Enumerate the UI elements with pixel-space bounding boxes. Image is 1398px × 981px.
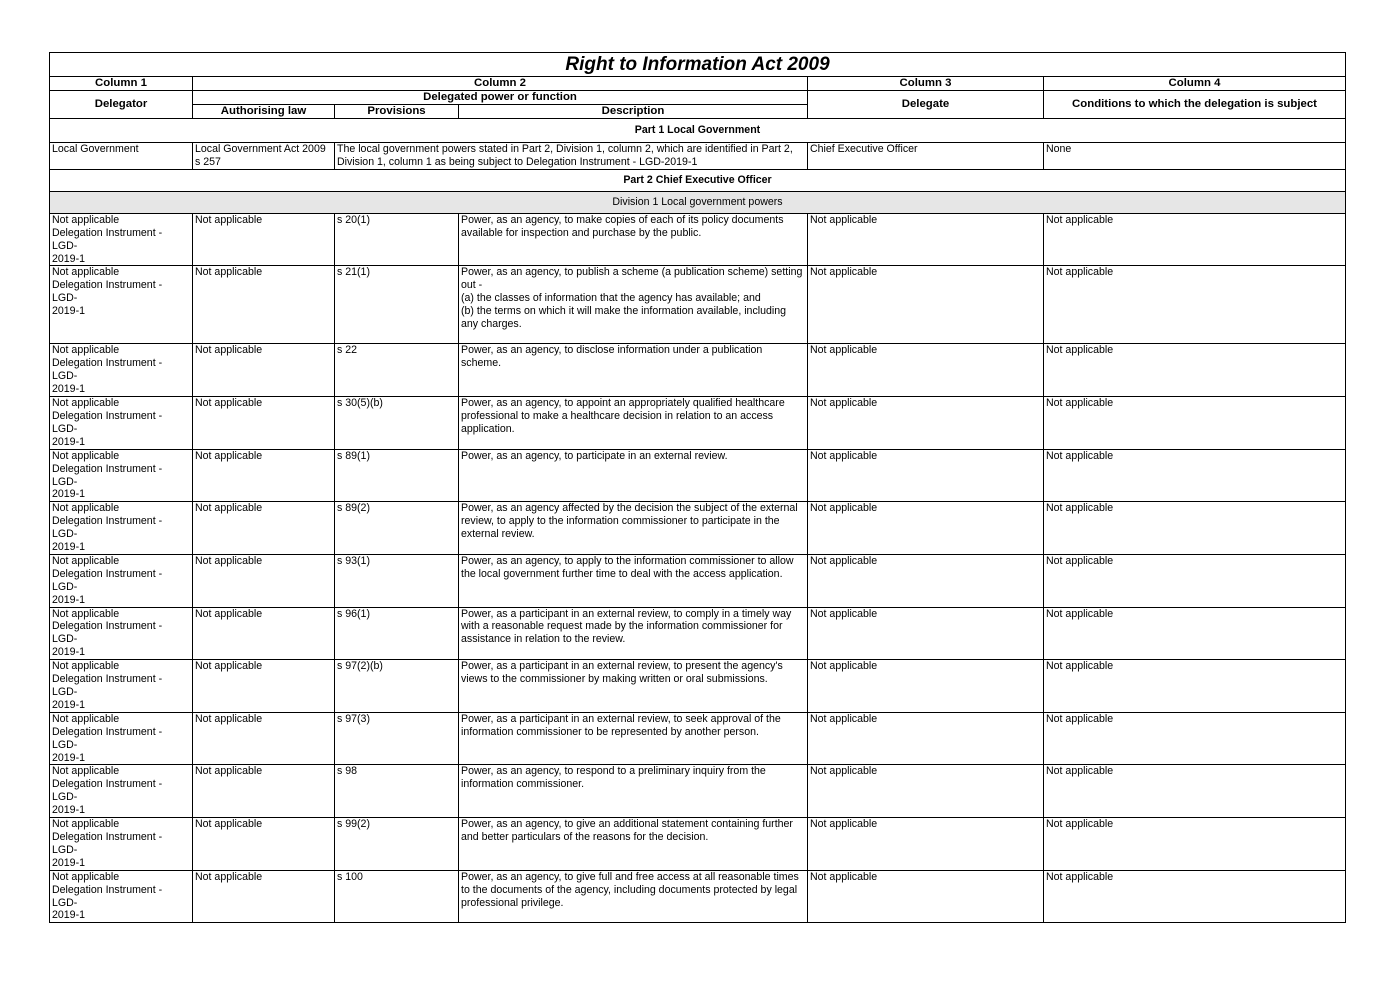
- row-conditions: Not applicable: [1044, 266, 1346, 344]
- row-delegate: Not applicable: [808, 344, 1044, 397]
- row-delegator: Not applicable Delegation Instrument - LGD- 2019-1: [50, 712, 193, 765]
- row-conditions: Not applicable: [1044, 554, 1346, 607]
- row-authorising-law: Not applicable: [193, 213, 335, 266]
- table-row: [50, 607, 1346, 660]
- row-conditions: Not applicable: [1044, 660, 1346, 713]
- part-1-delegator: Local Government: [50, 143, 193, 170]
- row-conditions: Not applicable: [1044, 397, 1346, 450]
- row-delegate: Not applicable: [808, 449, 1044, 502]
- row-description: Power, as a participant in an external review, to seek approval of the information commissioner to be represented by another person.: [459, 712, 808, 765]
- row-delegate: Not applicable: [808, 502, 1044, 555]
- column-3-header: Column 3: [808, 77, 1044, 91]
- row-authorising-law: Not applicable: [193, 765, 335, 818]
- row-description: Power, as an agency affected by the decision the subject of the external review, to apply to the information commissioner to participate in the external review.: [459, 502, 808, 555]
- row-provision: s 98: [335, 765, 459, 818]
- row-provision: s 89(2): [335, 502, 459, 555]
- row-conditions: Not applicable: [1044, 502, 1346, 555]
- row-delegator: Not applicable Delegation Instrument - LGD- 2019-1: [50, 266, 193, 344]
- row-description: Power, as an agency, to give full and free access at all reasonable times to the documents of the agency, including documents protected by legal professional privilege.: [459, 870, 808, 923]
- table-row: [50, 712, 1346, 765]
- row-delegator: Not applicable Delegation Instrument - LGD- 2019-1: [50, 449, 193, 502]
- table-row: [50, 660, 1346, 713]
- row-delegate: Not applicable: [808, 765, 1044, 818]
- row-delegator: Not applicable Delegation Instrument - LGD- 2019-1: [50, 870, 193, 923]
- row-delegator: Not applicable Delegation Instrument - LGD- 2019-1: [50, 397, 193, 450]
- row-authorising-law: Not applicable: [193, 818, 335, 871]
- row-delegate: Not applicable: [808, 712, 1044, 765]
- division-1-heading: Division 1 Local government powers: [50, 191, 1346, 213]
- row-provision: s 97(2)(b): [335, 660, 459, 713]
- provisions-header: Provisions: [335, 105, 459, 119]
- row-delegator: Not applicable Delegation Instrument - LGD- 2019-1: [50, 554, 193, 607]
- row-authorising-law: Not applicable: [193, 266, 335, 344]
- row-provision: s 97(3): [335, 712, 459, 765]
- description-header: Description: [459, 105, 808, 119]
- row-provision: s 89(1): [335, 449, 459, 502]
- row-delegate: Not applicable: [808, 660, 1044, 713]
- table-row: [50, 554, 1346, 607]
- row-description: Power, as an agency, to give an additional statement containing further and better particulars of the reasons for the decision.: [459, 818, 808, 871]
- row-description: Power, as an agency, to disclose information under a publication scheme.: [459, 344, 808, 397]
- row-authorising-law: Not applicable: [193, 449, 335, 502]
- table-row: [50, 397, 1346, 450]
- row-provision: s 21(1): [335, 266, 459, 344]
- row-provision: s 93(1): [335, 554, 459, 607]
- row-provision: s 22: [335, 344, 459, 397]
- column-1-header: Column 1: [50, 77, 193, 91]
- row-description: Power, as an agency, to apply to the information commissioner to allow the local government further time to deal with the access application.: [459, 554, 808, 607]
- row-delegator: Not applicable Delegation Instrument - LGD- 2019-1: [50, 765, 193, 818]
- row-description: Power, as an agency, to publish a scheme (a publication scheme) setting out - (a) the classes of information that the agency has available; and (b) the terms on which it will make the information available, including any charges.: [459, 266, 808, 344]
- row-delegator: Not applicable Delegation Instrument - LGD- 2019-1: [50, 213, 193, 266]
- part-2-heading: Part 2 Chief Executive Officer: [50, 169, 1346, 191]
- row-authorising-law: Not applicable: [193, 712, 335, 765]
- delegated-power-header: Delegated power or function: [193, 91, 808, 105]
- row-delegate: Not applicable: [808, 554, 1044, 607]
- table-row: [50, 266, 1346, 344]
- document-title: Right to Information Act 2009: [50, 53, 1346, 77]
- table-row: [50, 818, 1346, 871]
- row-description: Power, as an agency, to respond to a preliminary inquiry from the information commissioner.: [459, 765, 808, 818]
- row-conditions: Not applicable: [1044, 213, 1346, 266]
- row-delegate: Not applicable: [808, 397, 1044, 450]
- row-provision: s 99(2): [335, 818, 459, 871]
- row-provision: s 20(1): [335, 213, 459, 266]
- row-provision: s 100: [335, 870, 459, 923]
- row-provision: s 30(5)(b): [335, 397, 459, 450]
- row-delegate: Not applicable: [808, 818, 1044, 871]
- row-authorising-law: Not applicable: [193, 502, 335, 555]
- part-1-heading: Part 1 Local Government: [50, 119, 1346, 143]
- row-conditions: Not applicable: [1044, 765, 1346, 818]
- delegation-table: [49, 52, 1346, 923]
- row-description: Power, as a participant in an external review, to comply in a timely way with a reasonable request made by the information commissioner for assistance in relation to the review.: [459, 607, 808, 660]
- row-conditions: Not applicable: [1044, 449, 1346, 502]
- table-row: [50, 502, 1346, 555]
- part-1-description: The local government powers stated in Part 2, Division 1, column 2, which are identified in Part 2, Division 1, column 1 as being subject to Delegation Instrument - LGD-2019-1: [335, 143, 808, 170]
- part-1-delegate: Chief Executive Officer: [808, 143, 1044, 170]
- row-authorising-law: Not applicable: [193, 607, 335, 660]
- row-conditions: Not applicable: [1044, 870, 1346, 923]
- table-row: [50, 870, 1346, 923]
- authorising-law-header: Authorising law: [193, 105, 335, 119]
- delegator-header: Delegator: [50, 91, 193, 119]
- row-conditions: Not applicable: [1044, 344, 1346, 397]
- row-authorising-law: Not applicable: [193, 344, 335, 397]
- part-1-conditions: None: [1044, 143, 1346, 170]
- row-delegate: Not applicable: [808, 266, 1044, 344]
- conditions-header: Conditions to which the delegation is subject: [1044, 91, 1346, 119]
- row-conditions: Not applicable: [1044, 607, 1346, 660]
- row-authorising-law: Not applicable: [193, 397, 335, 450]
- row-delegator: Not applicable Delegation Instrument - LGD- 2019-1: [50, 818, 193, 871]
- row-authorising-law: Not applicable: [193, 554, 335, 607]
- row-description: Power, as an agency, to appoint an appropriately qualified healthcare professional to make a healthcare decision in relation to an access application.: [459, 397, 808, 450]
- row-delegator: Not applicable Delegation Instrument - LGD- 2019-1: [50, 607, 193, 660]
- part-1-authorising-law: Local Government Act 2009 s 257: [193, 143, 335, 170]
- row-description: Power, as an agency, to participate in an external review.: [459, 449, 808, 502]
- table-row: [50, 765, 1346, 818]
- table-row: [50, 449, 1346, 502]
- row-delegator: Not applicable Delegation Instrument - LGD- 2019-1: [50, 660, 193, 713]
- row-conditions: Not applicable: [1044, 818, 1346, 871]
- column-2-header: Column 2: [193, 77, 808, 91]
- row-description: Power, as an agency, to make copies of each of its policy documents available for inspection and purchase by the public.: [459, 213, 808, 266]
- row-authorising-law: Not applicable: [193, 870, 335, 923]
- row-authorising-law: Not applicable: [193, 660, 335, 713]
- row-delegate: Not applicable: [808, 607, 1044, 660]
- row-provision: s 96(1): [335, 607, 459, 660]
- delegate-header: Delegate: [808, 91, 1044, 119]
- row-description: Power, as a participant in an external review, to present the agency's views to the commissioner by making written or oral submissions.: [459, 660, 808, 713]
- table-row: [50, 213, 1346, 266]
- table-row: [50, 344, 1346, 397]
- row-delegator: Not applicable Delegation Instrument - LGD- 2019-1: [50, 344, 193, 397]
- row-delegate: Not applicable: [808, 213, 1044, 266]
- row-conditions: Not applicable: [1044, 712, 1346, 765]
- row-delegate: Not applicable: [808, 870, 1044, 923]
- column-4-header: Column 4: [1044, 77, 1346, 91]
- row-delegator: Not applicable Delegation Instrument - LGD- 2019-1: [50, 502, 193, 555]
